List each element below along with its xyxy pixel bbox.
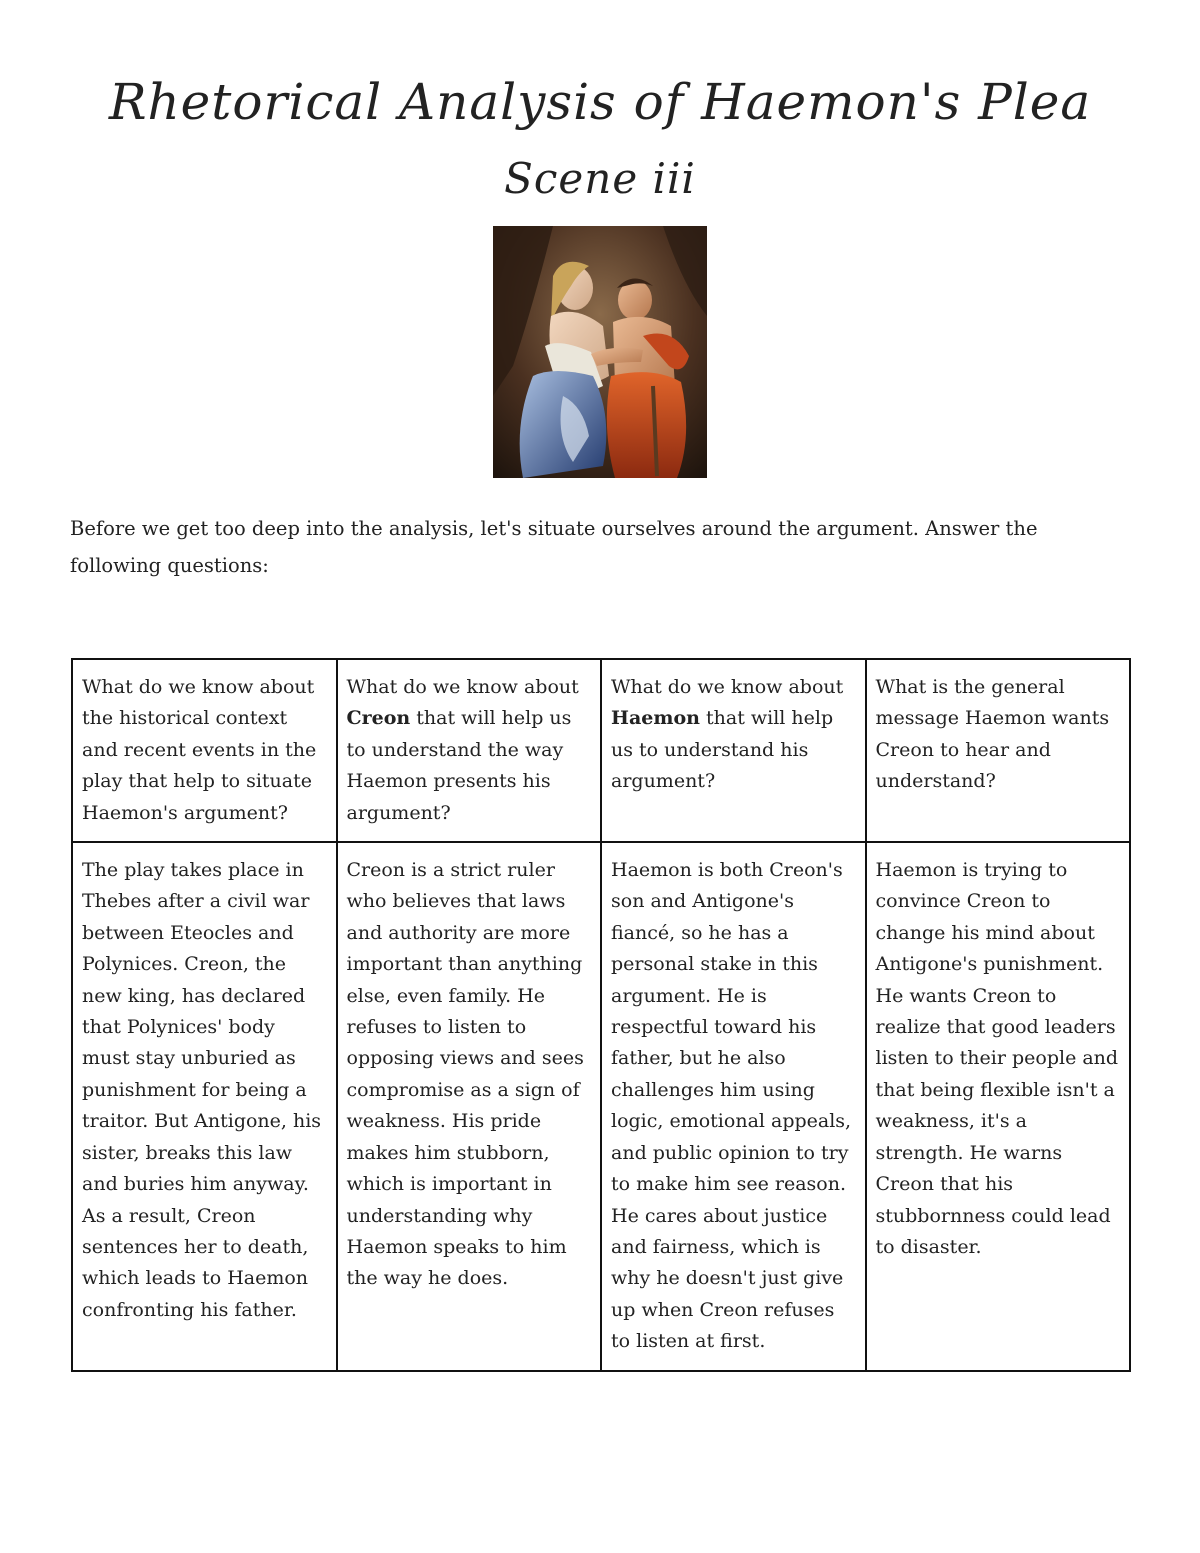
answer-cell-message[interactable]: Haemon is trying to convince Creon to change his mind about Antigone's punishment. He wants Creon to realize that good leaders listen to their people and that being flexible isn't a weakness, it's a strength. He warns Creon that his stubbornness could lead to disaster. — [866, 842, 1131, 1371]
answer-cell-haemon[interactable]: Haemon is both Creon's son and Antigone's fiancé, so he has a personal stake in this argument. He is respectful toward his father, but he also challenges him using logic, emotional appeals, and public opinion to try to make him see reason. He cares about justice and fairness, which is why he doesn't just give up when Creon refuses to listen at first. — [601, 842, 866, 1371]
page-title: Rhetorical Analysis of Haemon's Plea — [108, 73, 1092, 131]
answer-row — [72, 842, 1130, 1371]
page-subtitle: Scene iii — [504, 154, 696, 203]
question-row — [72, 659, 1130, 842]
question-cell-message: What is the general message Haemon wants Creon to hear and understand? — [866, 659, 1131, 842]
answer-cell-creon[interactable]: Creon is a strict ruler who believes that laws and authority are more important than anything else, even family. He refuses to listen to opposing views and sees compromise as a sign of weakness. His pride makes him stubborn, which is important in understanding why Haemon speaks to him the way he does. — [337, 842, 602, 1371]
painting-image — [493, 226, 707, 478]
question-cell-haemon: What do we know about Haemon that will help us to understand his argument? — [601, 659, 866, 842]
analysis-table — [71, 658, 1131, 1372]
intro-text: Before we get too deep into the analysis, let's situate ourselves around the argument. Answer the following questions: — [70, 517, 1038, 577]
question-cell-context: What do we know about the historical context and recent events in the play that help to situate Haemon's argument? — [72, 659, 337, 842]
answer-cell-context[interactable]: The play takes place in Thebes after a civil war between Eteocles and Polynices. Creon, the new king, has declared that Polynices' body must stay unburied as punishment for being a traitor. But Antigone, his sister, breaks this law and buries him anyway. As a result, Creon sentences her to death, which leads to Haemon confronting his father. — [72, 842, 337, 1371]
question-cell-creon: What do we know about Creon that will help us to understand the way Haemon presents his argument? — [337, 659, 602, 842]
